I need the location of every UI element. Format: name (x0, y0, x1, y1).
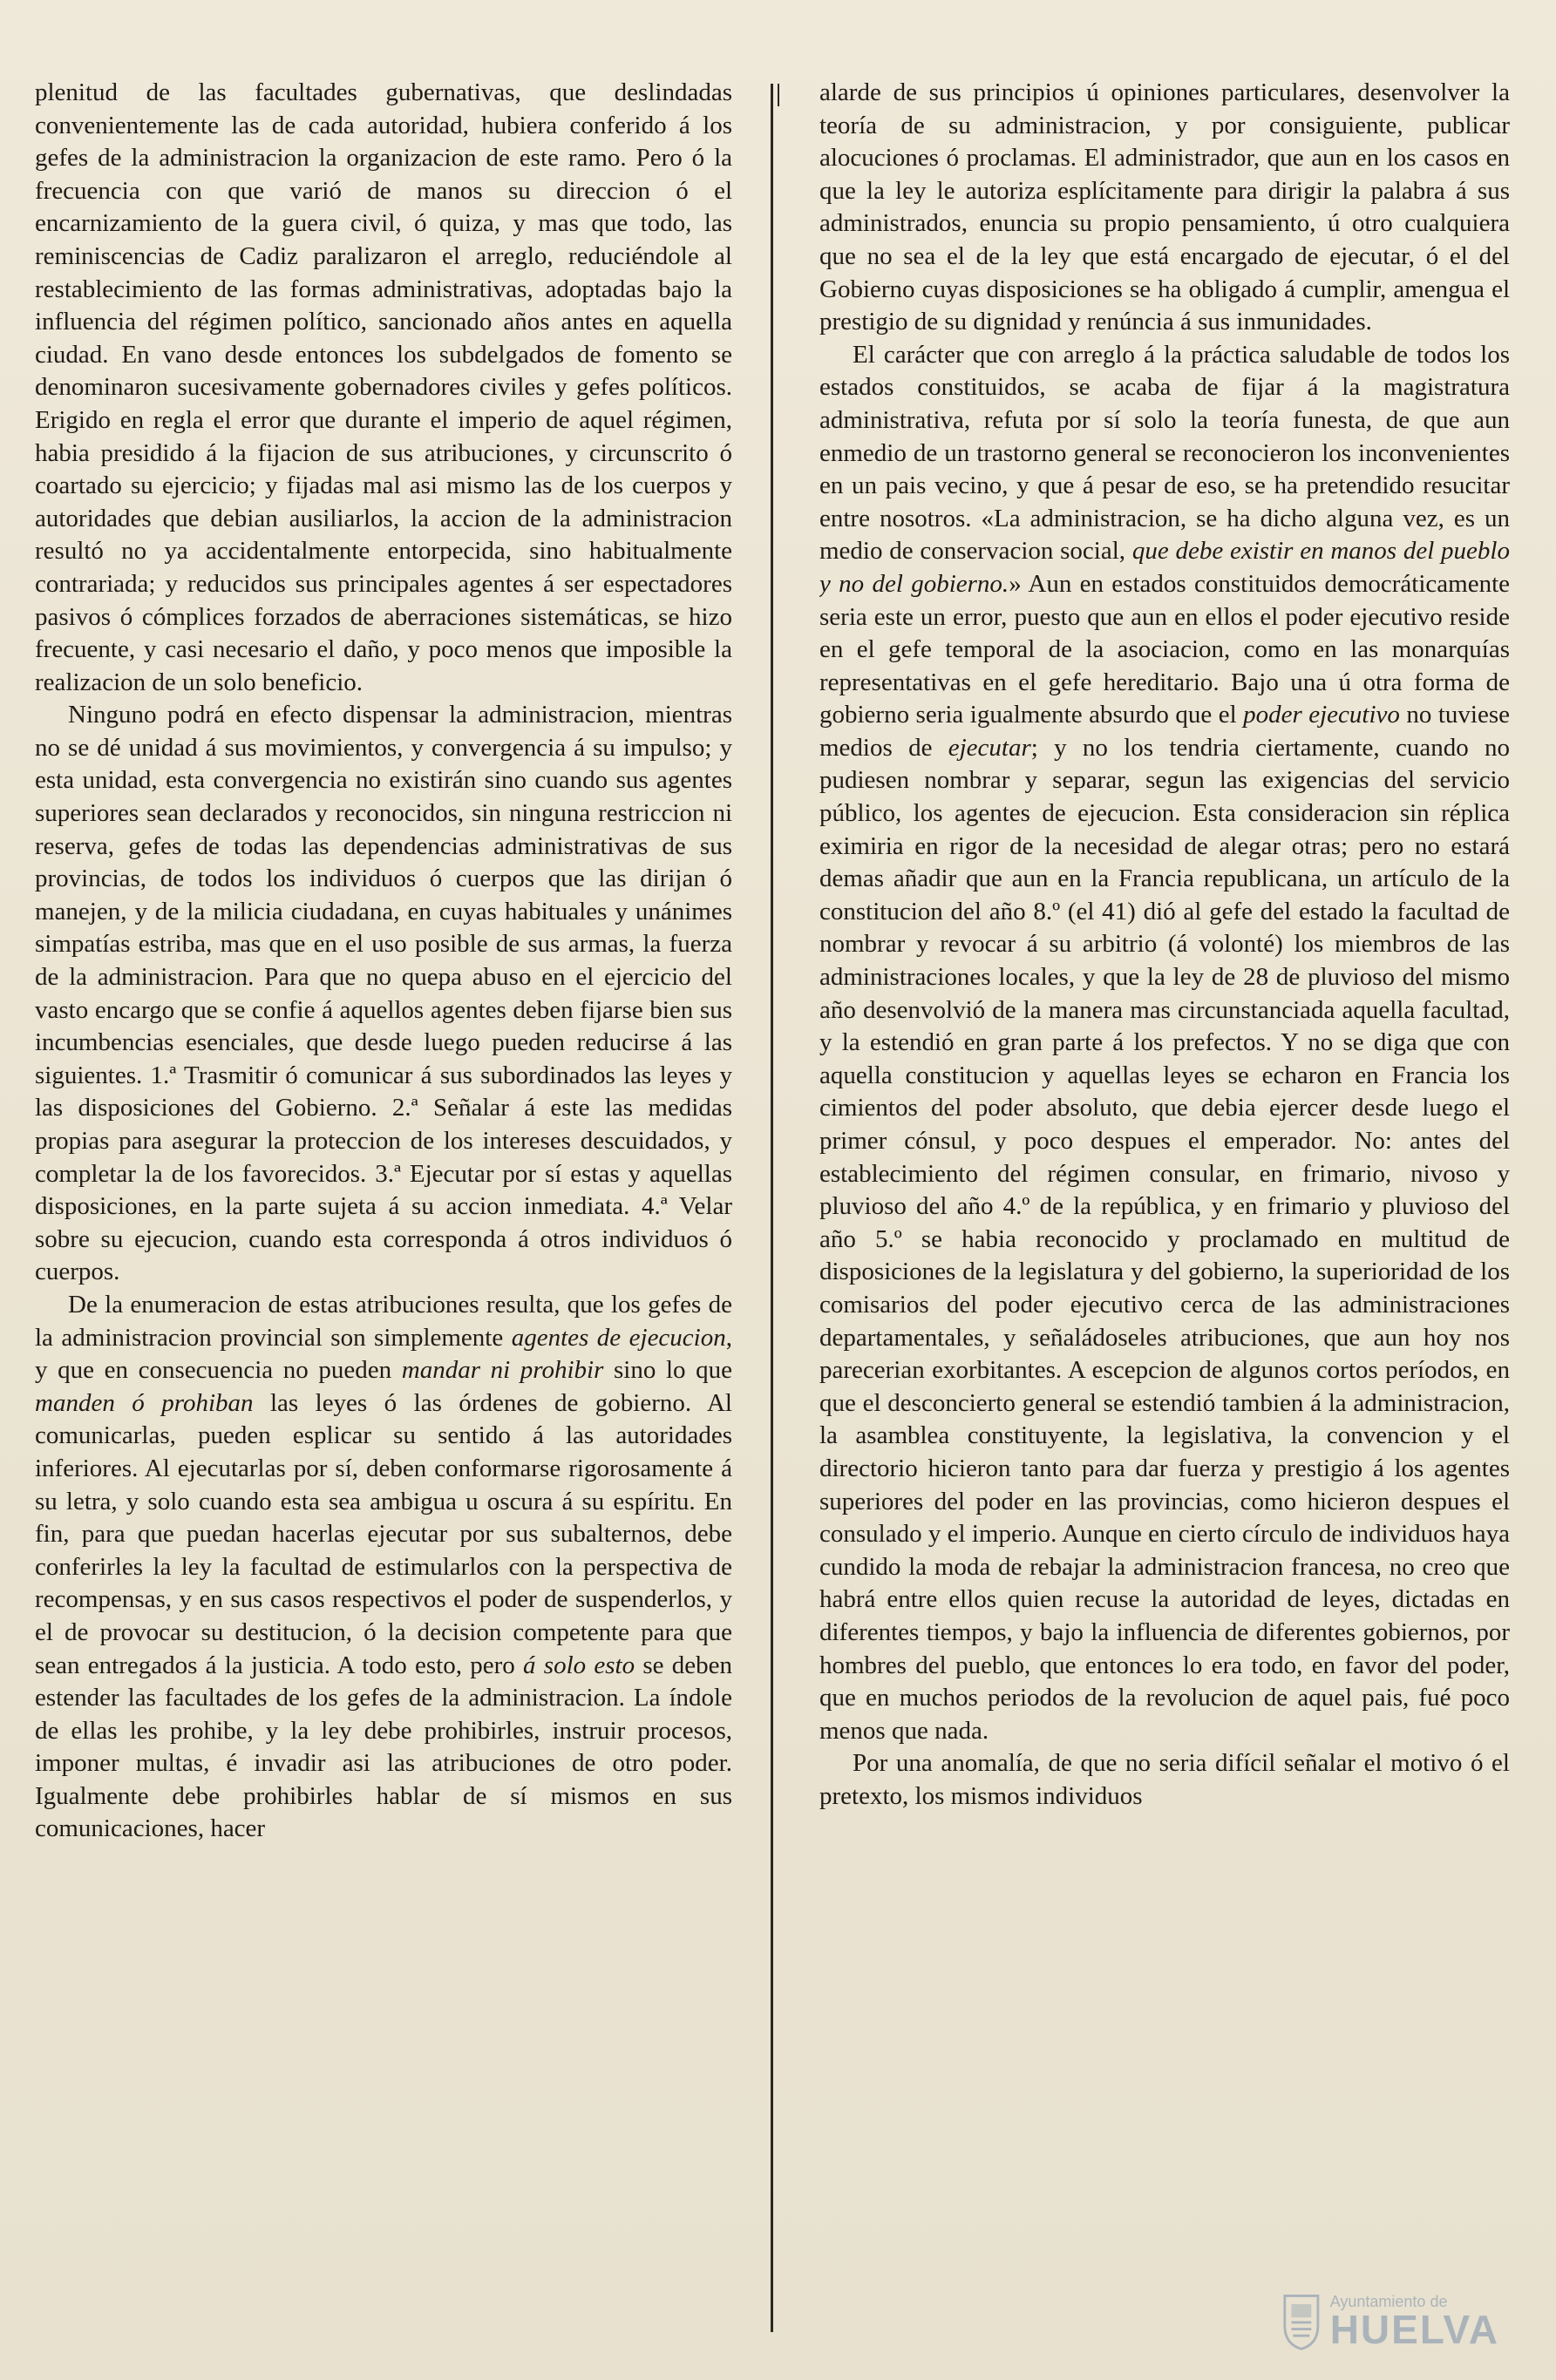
right-paragraph-3: Por una anomalía, de que no seria difícil señalar el motivo ó el pretexto, los mismos individuos (819, 1749, 1510, 1810)
left-paragraph-1: plenitud de las facultades gubernativas, que deslindadas convenientemente las de cada autoridad, hubiera conferido á los gefes de la administracion la organizacion de este ramo. Pero ó la frecuencia con que varió de manos su direccion ó el encarnizamiento de la guera civil, ó quiza, y mas que todo, las reminiscencias de Cadiz paralizaron el arreglo, reduciéndole al restablecimiento de las formas administrativas, adoptadas bajo la influencia del régimen político, sancionado años antes en aquella ciudad. En vano desde entonces los subdelgados de fomento se denominaron sucesivamente gobernadores civiles y gefes políticos. Erigido en regla el error que durante el imperio de aquel régimen, habia presidido á la fijacion de sus atribuciones, y circunscrito ó coartado su ejercicio; y fijadas mal asi mismo las de los cuerpos y autoridades que debian ausiliarlos, la accion de la administracion resultó no ya accidentalmente entorpecida, sino habitualmente contrariada; y reducidos sus principales agentes á ser espectadores pasivos ó cómplices forzados de aberraciones sistemáticas, se hizo frecuente, y casi necesario el daño, y poco menos que imposible la realizacion de un solo beneficio. (35, 78, 732, 696)
right-paragraph-2: El carácter que con arreglo á la práctica saludable de todos los estados constituidos, se acaba de fijar á la magistratura administrativa, refuta por sí solo la teoría funesta, de que aun enmedio de un trastorno general se reconocieron los inconvenientes en un pais vecino, y que á pesar de eso, se ha pretendido resucitar entre nosotros. «La administracion, se ha dicho alguna vez, es un medio de conservacion social, que debe existir en manos del pueblo y no del gobierno.» Aun en estados constituidos democráticamente seria este un error, puesto que aun en ellos el poder ejecutivo reside en el gefe temporal de la asociacion, como en las monarquías representativas en el gefe hereditario. Bajo una ú otra forma de gobierno seria igualmente absurdo que el poder ejecutivo no tuviese medios de ejecutar; y no los tendria ciertamente, cuando no pudiesen nombrar y separar, segun las exigencias del servicio público, los agentes de ejecucion. Esta consideracion sin réplica eximiria en rigor de la necesidad de alegar otras; pero no estará demas añadir que aun en la Francia republicana, un artículo de la constitucion del año 8.º (el 41) dió al gefe del estado la facultad de nombrar y revocar á su arbitrio (á volonté) los miembros de las administraciones locales, y que la ley de 28 de pluvioso del mismo año desenvolvió de la manera mas circunstanciada aquella facultad, y la estendió en gran parte á los prefectos. Y no se diga que con aquella constitucion y aquellas leyes se echaron en Francia los cimientos del poder absoluto, que debia ejercer desde luego el primer cónsul, y poco despues el emperador. No: antes del establecimiento del régimen consular, en frimario, nivoso y pluvioso del año 4.º de la república, y en frimario y pluvioso del año 5.º se habia reconocido y proclamado en multitud de disposiciones de la legislatura y del gobierno, la superioridad de los comisarios del poder ejecutivo cerca de las administraciones departamentales, y señaládoseles atribuciones, que aun hoy nos parecerian exorbitantes. A escepcion de algunos cortos períodos, en que el desconcierto general se estendió tambien á la administracion, la asamblea constituyente, la legislativa, la convencion y el directorio hicieron tanto para dar fuerza y prestigio á los agentes superiores del poder en las provincias, como hicieron despues el consulado y el imperio. Aunque en cierto círculo de individuos haya cundido la moda de rebajar la administracion francesa, no creo que habrá entre ellos quien recuse la autoridad de leyes, dictadas en diferentes tiempos, y bajo la influencia de diferentes gobiernos, por hombres del pueblo, que entonces lo era todo, en favor del poder, que en muchos periodos de la revolucion de aquel pais, fué poco menos que nada. (819, 340, 1510, 1745)
column-divider (771, 84, 773, 2332)
left-paragraph-3: De la enumeracion de estas atribuciones resulta, que los gefes de la administracion provincial son simplemente agentes de ejecucion, y que en consecuencia no pueden mandar ni prohibir sino lo que manden ó prohiban las leyes ó las órdenes de gobierno. Al comunicarlas, pueden esplicar su sentido á las autoridades inferiores. Al ejecutarlas por sí, deben conformarse rigorosamente á su letra, y solo cuando esta sea ambigua u oscura á su espíritu. En fin, para que puedan hacerlas ejecutar por sus subalternos, debe conferirles la ley la facultad de estimularlos con la perspectiva de recompensas, y en sus casos respectivos el poder de suspenderlos, y el de provocar su destitucion, ó la decision competente para que sean entregados á la justicia. A todo esto, pero á solo esto se deben estender las facultades de los gefes de la administracion. La índole de ellas les prohibe, y la ley debe prohibirles, instruir procesos, imponer multas, é invadir asi las atribuciones de otro poder. Igualmente debe prohibirles hablar de sí mismos en sus comunicaciones, hacer (35, 1290, 732, 1843)
column-divider-mark (778, 84, 779, 106)
watermark-line-2: HUELVA (1329, 2307, 1499, 2352)
left-column (35, 77, 732, 2360)
huelva-watermark-logo (1281, 2276, 1499, 2367)
right-paragraph-1: alarde de sus principios ú opiniones particulares, desenvolver la teoría de su administracion, y por consiguiente, publicar alocuciones ó proclamas. El administrador, que aun en los casos en que la ley le autoriza esplícitamente para dirigir la palabra á sus administrados, enuncia su propio pensamiento, ú otro cualquiera que no sea el de la ley que está encargado de ejecutar, ó el del Gobierno cuyas disposiciones se ha obligado á cumplir, amengua el prestigio de su dignidad y renúncia á sus inmunidades. (819, 78, 1510, 336)
watermark-line-1: Ayuntamiento de (1329, 2293, 1448, 2310)
right-column (819, 77, 1510, 2360)
left-paragraph-2: Ninguno podrá en efecto dispensar la administracion, mientras no se dé unidad á sus movimientos, y convergencia á su impulso; y esta unidad, esta convergencia no existirán sino cuando sus agentes superiores sean declarados y reconocidos, sin ninguna restriccion ni reserva, gefes de todas las dependencias administrativas de sus provincias, de todos los individuos ó cuerpos que las dirijan ó manejen, y de la milicia ciudadana, en cuyas habituales y unánimes simpatías estriba, mas que en el uso posible de sus armas, la fuerza de la administracion. Para que no quepa abuso en el ejercicio del vasto encargo que se confie á aquellos agentes deben fijarse bien sus incumbencias esenciales, que desde luego pueden reducirse á las siguientes. 1.ª Trasmitir ó comunicar á sus subordinados las leyes y las disposiciones del Gobierno. 2.ª Señalar á este las medidas propias para asegurar la proteccion de los intereses descuidados, y completar la de los favorecidos. 3.ª Ejecutar por sí estas y aquellas disposiciones, en la parte sujeta á su accion inmediata. 4.ª Velar sobre su ejecucion, cuando esta corresponda á otros individuos ó cuerpos. (35, 701, 732, 1286)
crest-icon (1281, 2291, 1322, 2352)
